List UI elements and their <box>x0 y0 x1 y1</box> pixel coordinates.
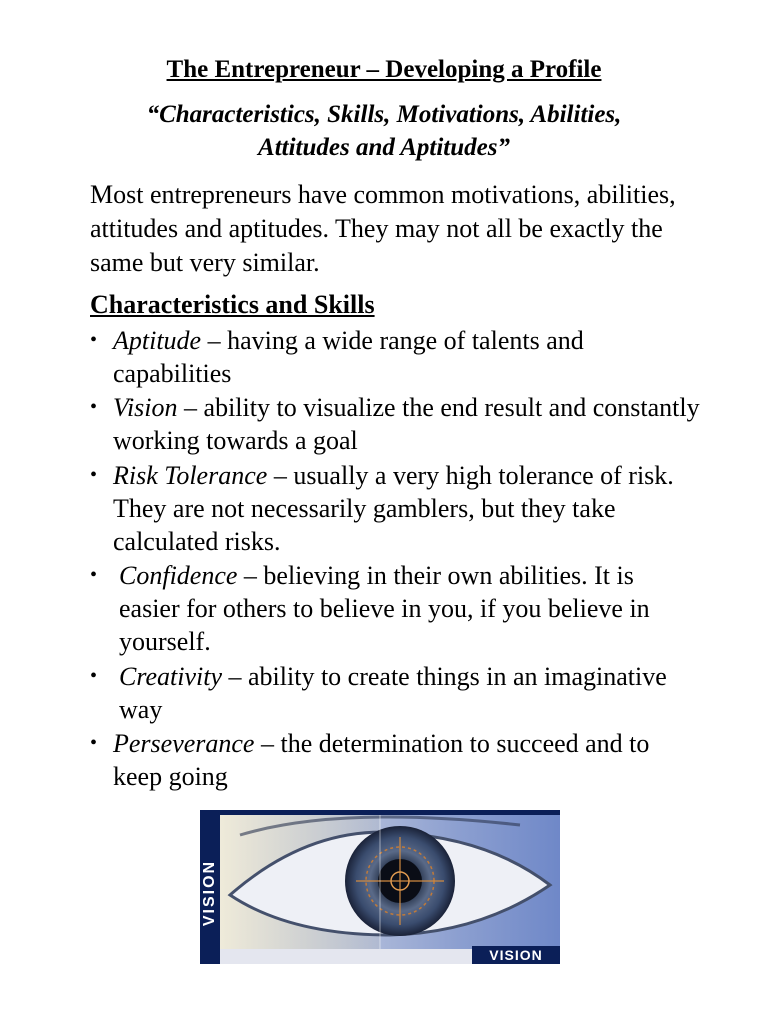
section-heading: Characteristics and Skills <box>90 290 375 319</box>
bullet-term: Risk Tolerance <box>113 460 268 490</box>
list-item-confidence <box>90 559 700 658</box>
bullet-term: Perseverance <box>113 728 255 758</box>
bullet-glyph: • <box>90 564 98 587</box>
bullet-text: – ability to create things in an imaginative way <box>119 661 667 724</box>
eye-photo <box>220 815 560 949</box>
bullet-glyph: • <box>90 396 98 419</box>
bullet-text: – having a wide range of talents and capabilities <box>113 326 584 388</box>
bullet-text: – believing in their own abilities. It is easier for others to believe in you, if you believe in yourself. <box>119 561 650 657</box>
characteristics-list <box>90 324 700 794</box>
vision-eye-image <box>200 810 560 964</box>
bullet-term: Creativity <box>119 661 223 691</box>
bullet-glyph: • <box>90 463 98 486</box>
banner-bottom-bar <box>220 949 472 964</box>
bullet-glyph: • <box>90 731 98 754</box>
corner-vision-label: VISION <box>472 946 560 964</box>
bullet-text: – the determination to succeed and to keep going <box>113 728 650 791</box>
list-item-risk-tolerance <box>90 459 700 558</box>
list-item-creativity <box>90 660 700 726</box>
bullet-text: – usually a very high tolerance of risk. They are not necessarily gamblers, but they take calculated risks. <box>113 460 674 556</box>
side-vision-label: VISION <box>201 859 218 927</box>
bullet-term: Vision <box>113 393 178 423</box>
banner-side-bar <box>200 815 220 964</box>
bullet-term: Confidence <box>119 561 238 591</box>
bullet-glyph: • <box>90 329 98 351</box>
list-item-perseverance <box>90 727 700 793</box>
subtitle-line-1: “Characteristics, Skills, Motivations, Abilities, <box>146 101 622 128</box>
list-item-vision <box>90 391 700 457</box>
eye-illustration <box>220 815 560 949</box>
page-title: The Entrepreneur – Developing a Profile <box>166 56 602 83</box>
intro-paragraph: Most entrepreneurs have common motivations, abilities, attitudes and aptitudes. They may not all be exactly the same but very similar. <box>90 180 676 277</box>
bullet-term: Aptitude <box>113 326 202 355</box>
bullet-glyph: • <box>90 664 98 687</box>
list-item-aptitude <box>90 324 700 390</box>
subtitle-line-2: Attitudes and Aptitudes” <box>258 134 510 161</box>
bullet-text: – ability to visualize the end result and constantly working towards a goal <box>113 393 700 456</box>
subtitle <box>100 98 668 164</box>
